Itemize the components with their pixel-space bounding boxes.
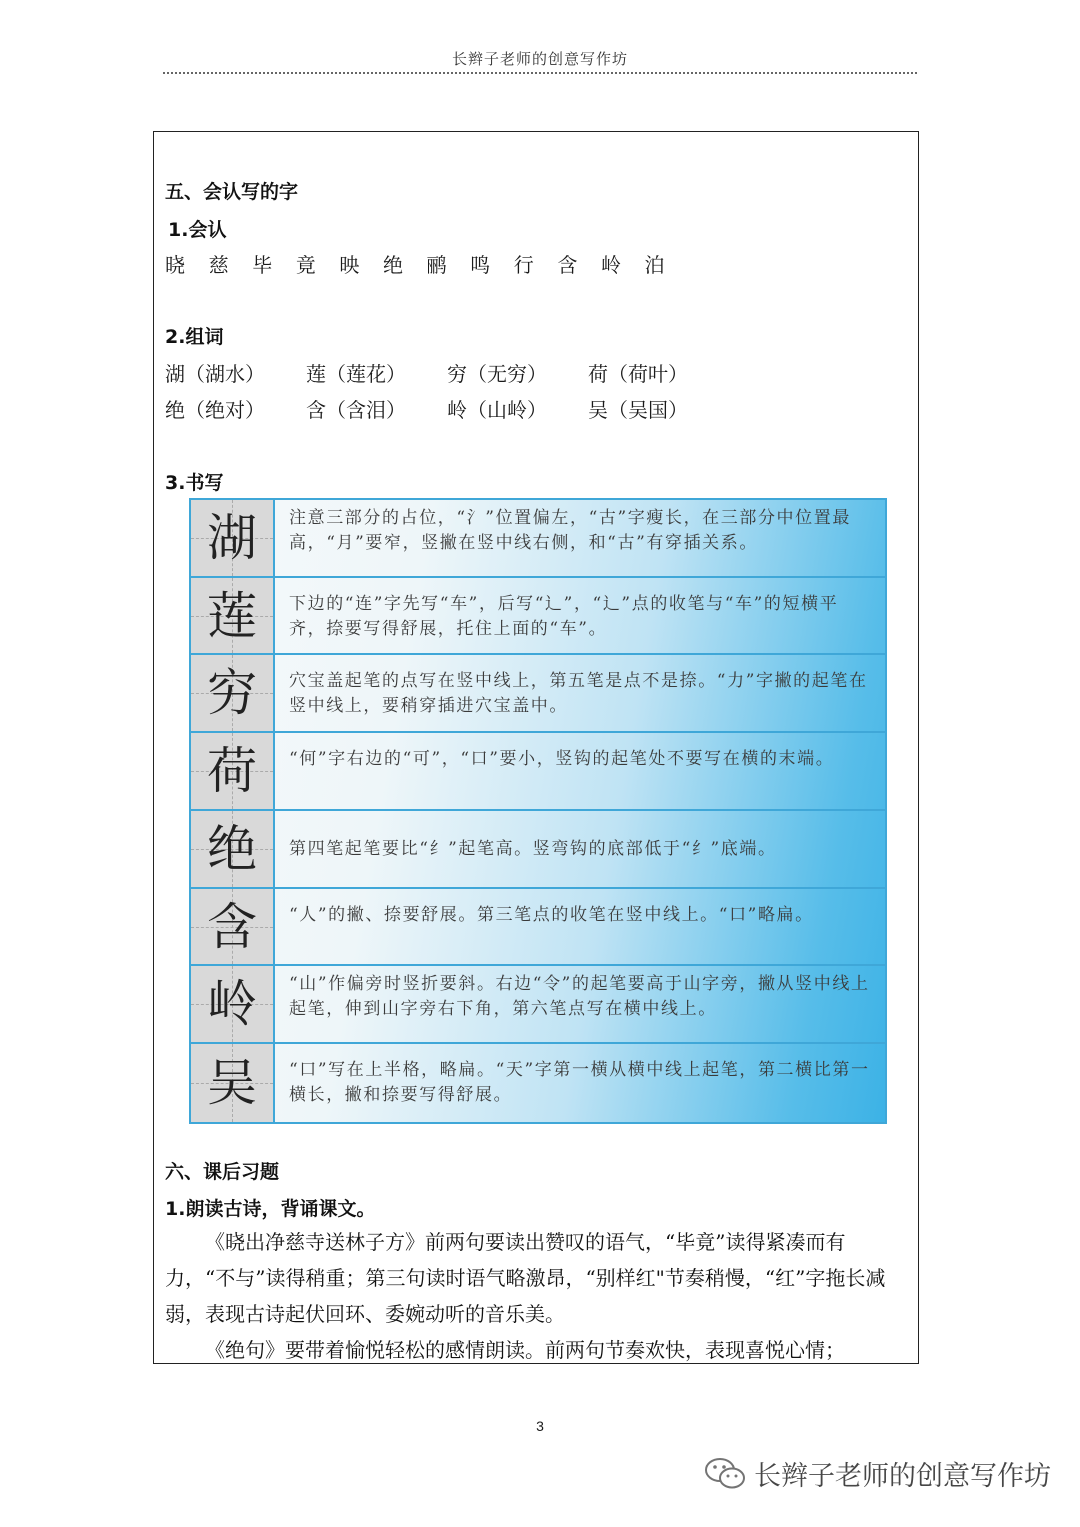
char-grid-cell (191, 811, 275, 887)
writing-row (191, 733, 885, 811)
recognize-char: 行 (513, 253, 534, 277)
char-grid-cell (191, 655, 275, 731)
writing-note: “口”写在上半格，略扁。“天”字第一横从横中线上起笔，第二横比第一横长，撇和捺要写得舒展。 (289, 1060, 870, 1105)
words-row-2 (165, 394, 729, 423)
recognize-char: 映 (339, 253, 360, 277)
writing-row (191, 655, 885, 733)
recognize-char: 毕 (252, 253, 273, 277)
header-divider (163, 72, 917, 74)
header-title: 长辫子老师的创意写作坊 (451, 50, 628, 68)
word-item: 含（含泪） (306, 398, 406, 422)
writing-note: 第四笔起笔要比“纟”起笔高。竖弯钩的底部低于“纟”底端。 (289, 839, 777, 859)
char-grid-cell (191, 966, 275, 1042)
char-grid-cell (191, 500, 275, 576)
writing-row (191, 500, 885, 578)
char-grid-cell (191, 578, 275, 653)
writing-row (191, 1044, 885, 1122)
writing-char: 荷 (207, 742, 257, 800)
q1-title: 1.朗读古诗，背诵课文。 (165, 1198, 376, 1220)
word-item: 绝（绝对） (165, 398, 265, 422)
recognize-char: 含 (557, 253, 578, 277)
word-item: 荷（荷叶） (588, 362, 688, 386)
writing-row (191, 578, 885, 655)
char-grid-cell (191, 1044, 275, 1122)
word-item: 穷（无穷） (447, 362, 547, 386)
writing-note: 注意三部分的占位，“氵”位置偏左，“古”字瘦长，在三部分中位置最高，“月”要窄，竖撇在竖中线右侧，和“古”有穿插关系。 (289, 508, 851, 553)
writing-title: 3.书写 (165, 472, 224, 494)
writing-char: 吴 (207, 1054, 257, 1112)
writing-char: 含 (207, 897, 257, 956)
recognize-char: 慈 (208, 253, 229, 277)
writing-note: 穴宝盖起笔的点写在竖中线上，第五笔是点不是捺。“力”字撇的起笔在竖中线上，要稍穿插进穴宝盖中。 (289, 671, 868, 716)
word-item: 岭（山岭） (447, 398, 547, 422)
writing-char: 穷 (207, 664, 257, 722)
recognize-chars (165, 249, 688, 278)
writing-row (191, 966, 885, 1044)
wechat-icon (704, 1457, 746, 1491)
q1-paragraph-1: 《晓出净慈寺送林子方》前两句要读出赞叹的语气，“毕竟”读得紧凑而有力，“不与”读得稍重；第三句读时语气略激昂，“别样红"节奏稍慢，“红”字拖长减弱，表现古诗起伏回环、委婉动听的音乐美。 (165, 1230, 886, 1326)
watermark-text: 长辫子老师的创意写作坊 (754, 1461, 1051, 1492)
writing-char: 绝 (207, 820, 257, 878)
section5-title: 五、会认写的字 (165, 181, 299, 203)
q1-paragraph-2: 《绝句》要带着愉悦轻松的感情朗读。前两句节奏欢快，表现喜悦心情； (205, 1338, 845, 1362)
writing-note: “人”的撇、捺要舒展。第三笔点的收笔在竖中线上。“口”略扁。 (289, 905, 814, 925)
words-title: 2.组词 (165, 326, 224, 348)
page-number: 3 (536, 1418, 544, 1434)
recognize-char: 岭 (600, 253, 621, 277)
char-grid-cell (191, 889, 275, 964)
writing-row (191, 811, 885, 889)
word-item: 湖（湖水） (165, 362, 265, 386)
char-grid-cell (191, 733, 275, 809)
writing-char: 岭 (207, 975, 257, 1033)
recognize-char: 晓 (165, 253, 185, 277)
writing-table (189, 498, 887, 1124)
writing-note: “山”作偏旁时竖折要斜。右边“令”的起笔要高于山字旁，撇从竖中线上起笔，伸到山字旁右下角，第六笔点写在横中线上。 (289, 974, 870, 1019)
word-item: 吴（吴国） (588, 398, 688, 422)
recognize-char: 泊 (644, 253, 665, 277)
writing-note: “何”字右边的“可”，“口”要小，竖钩的起笔处不要写在横的末端。 (289, 749, 835, 769)
recognize-char: 鸣 (470, 253, 491, 277)
writing-char: 湖 (207, 509, 257, 567)
recognize-title: 1.会认 (168, 219, 227, 241)
writing-char: 莲 (207, 586, 257, 645)
section6-title: 六、课后习题 (165, 1161, 280, 1183)
recognize-char: 绝 (382, 253, 403, 277)
word-item: 莲（莲花） (306, 362, 406, 386)
writing-note: 下边的“连”字先写“车”，后写“辶”，“辶”点的收笔与“车”的短横平齐，捺要写得舒展，托住上面的“车”。 (289, 594, 839, 639)
watermark (704, 1454, 1051, 1493)
recognize-char: 鹂 (426, 253, 447, 277)
words-row-1 (165, 358, 729, 387)
recognize-char: 竟 (295, 253, 316, 277)
content-frame (153, 131, 919, 1364)
writing-row (191, 889, 885, 966)
